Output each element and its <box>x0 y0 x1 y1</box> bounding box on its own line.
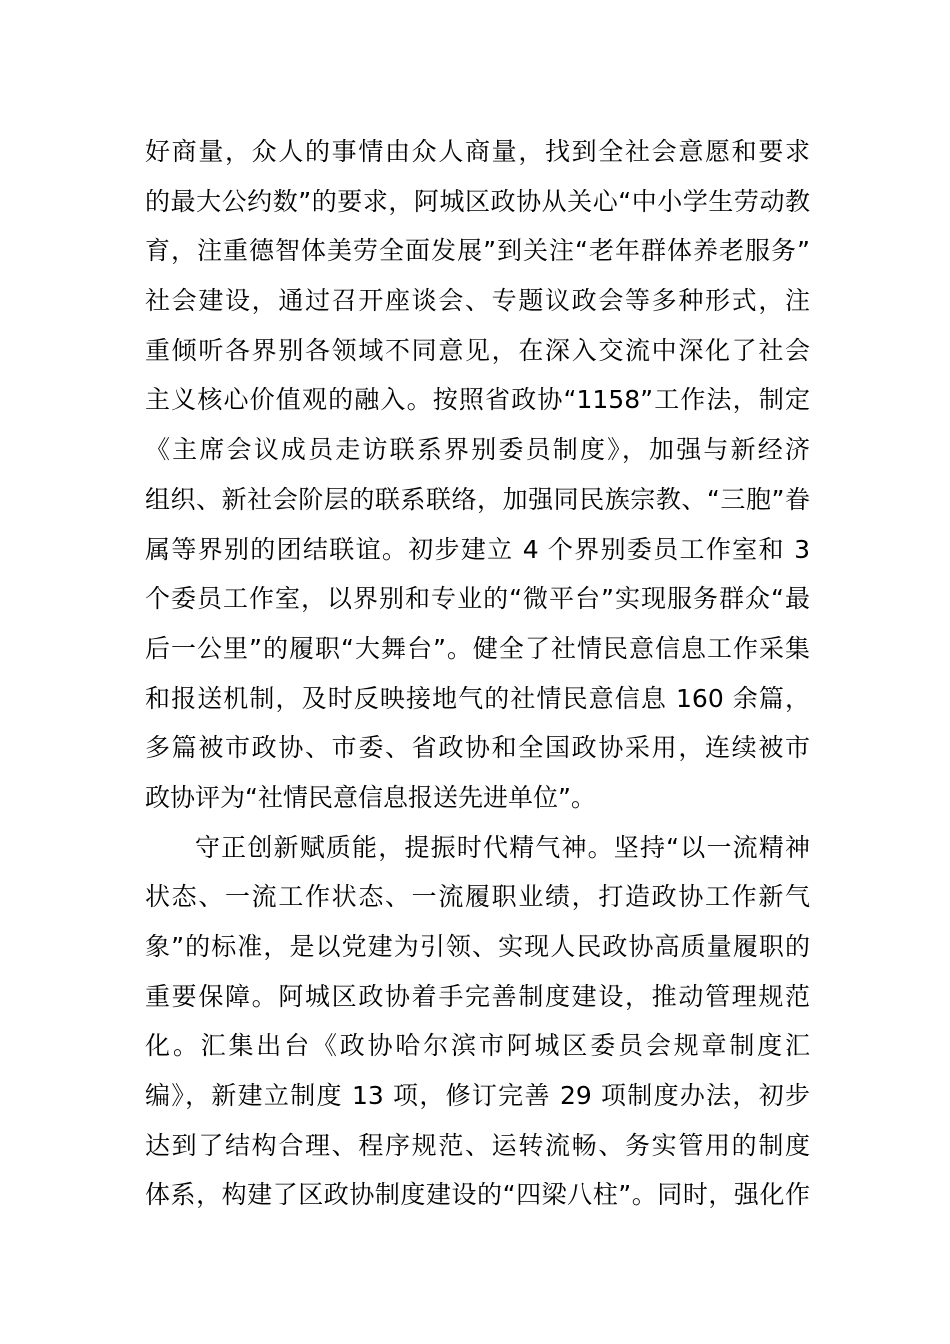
text-line: 育，注重德智体美劳全面发展”到关注“老年群体养老服务” <box>145 236 810 266</box>
text-line: 编》，新建立制度 13 项，修订完善 29 项制度办法，初步 <box>145 1081 810 1111</box>
text-line: 体系，构建了区政协制度建设的“四梁八柱”。同时，强化作 <box>145 1180 810 1210</box>
text-line: 达到了结构合理、程序规范、运转流畅、务实管用的制度 <box>145 1130 810 1160</box>
body-text <box>145 127 810 1220</box>
text-line: 个委员工作室，以界别和专业的“微平台”实现服务群众“最 <box>145 584 810 614</box>
text-line: 主义核心价值观的融入。按照省政协“1158”工作法，制定 <box>145 385 810 415</box>
text-line: 好商量，众人的事情由众人商量，找到全社会意愿和要求 <box>145 137 810 166</box>
text-line: 《主席会议成员走访联系界别委员制度》，加强与新经济 <box>145 435 810 465</box>
text-line: 后一公里”的履职“大舞台”。健全了社情民意信息工作采集 <box>145 633 810 663</box>
text-line: 状态、一流工作状态、一流履职业绩，打造政协工作新气 <box>145 882 810 912</box>
text-line: 社会建设，通过召开座谈会、专题议政会等多种形式，注 <box>145 286 810 316</box>
text-line: 和报送机制，及时反映接地气的社情民意信息 160 余篇， <box>145 683 810 713</box>
text-line: 属等界别的团结联谊。初步建立 4 个界别委员工作室和 3 <box>145 534 810 564</box>
text-line: 重要保障。阿城区政协着手完善制度建设，推动管理规范 <box>145 981 810 1011</box>
text-line: 政协评为“社情民意信息报送先进单位”。 <box>145 782 596 812</box>
text-line: 组织、新社会阶层的联系联络，加强同民族宗教、“三胞”眷 <box>145 484 810 514</box>
text-line: 重倾听各界别各领域不同意见，在深入交流中深化了社会 <box>145 335 810 365</box>
paragraph-first-line: 守正创新赋质能，提振时代精气神。坚持“以一流精神 <box>195 832 810 862</box>
text-line: 化。汇集出台《政协哈尔滨市阿城区委员会规章制度汇 <box>145 1031 810 1061</box>
text-line: 象”的标准，是以党建为引领、实现人民政协高质量履职的 <box>145 932 810 961</box>
text-line: 多篇被市政协、市委、省政协和全国政协采用，连续被市 <box>145 733 810 763</box>
text-line: 的最大公约数”的要求，阿城区政协从关心“中小学生劳动教 <box>145 186 810 216</box>
